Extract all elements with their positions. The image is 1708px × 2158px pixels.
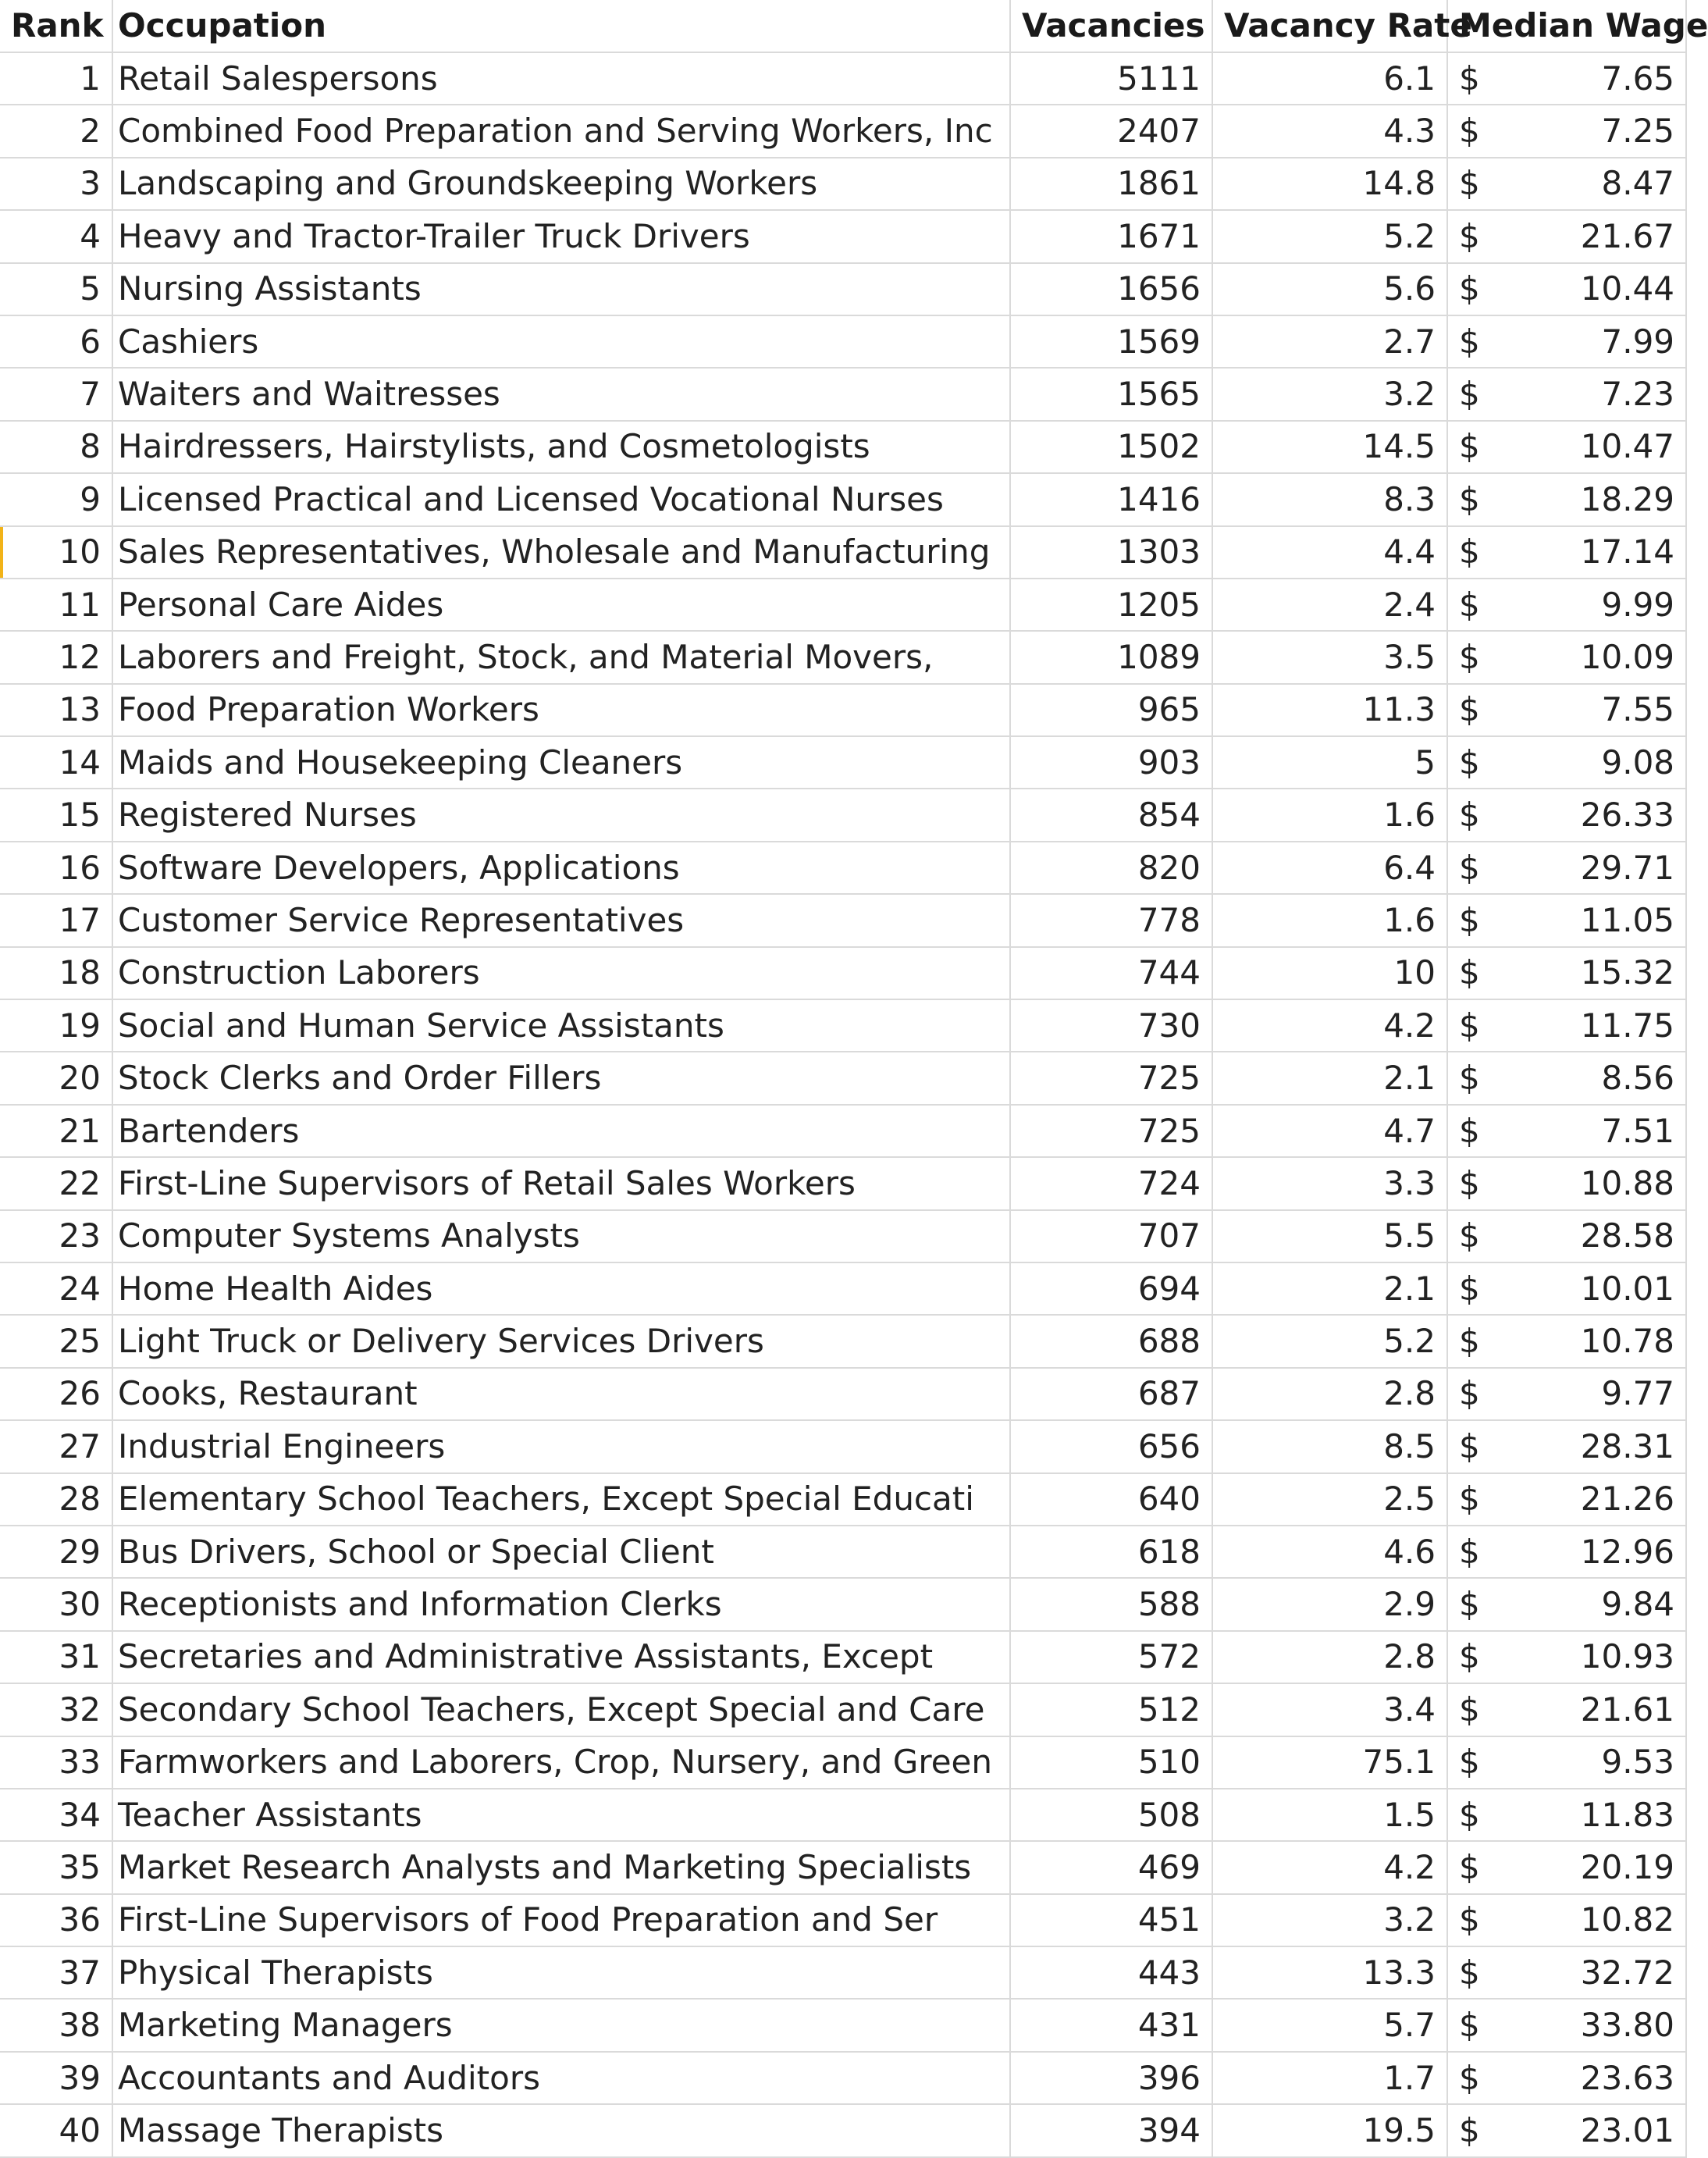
vacancy-rate-cell[interactable]: 6.1 (1212, 52, 1447, 105)
occupation-cell[interactable]: Software Developers, Applications (112, 842, 1010, 894)
currency-symbol-cell[interactable]: $ (1447, 894, 1502, 946)
rank-cell[interactable]: 12 (0, 631, 112, 683)
vacancies-cell[interactable]: 965 (1010, 684, 1212, 736)
median-wage-cell[interactable]: 28.31 (1502, 1420, 1686, 1472)
table-row (0, 1262, 1686, 1315)
vacancy-rate-cell[interactable]: 8.3 (1212, 473, 1447, 525)
vacancy-rate-cell[interactable]: 3.2 (1212, 368, 1447, 420)
vacancy-rate-cell[interactable]: 4.2 (1212, 999, 1447, 1052)
currency-symbol-cell[interactable]: $ (1447, 210, 1502, 262)
rank-cell[interactable]: 25 (0, 1315, 112, 1367)
vacancies-cell[interactable]: 1089 (1010, 631, 1212, 683)
occupation-cell[interactable]: Marketing Managers (112, 1999, 1010, 2051)
rank-cell[interactable]: 2 (0, 105, 112, 157)
currency-symbol-cell[interactable]: $ (1447, 1105, 1502, 1157)
currency-symbol-cell[interactable]: $ (1447, 999, 1502, 1052)
rank-cell[interactable]: 23 (0, 1210, 112, 1262)
currency-symbol-cell[interactable]: $ (1447, 368, 1502, 420)
table-row (0, 1946, 1686, 1999)
median-wage-cell[interactable]: 9.99 (1502, 579, 1686, 631)
occupation-cell[interactable]: Sales Representatives, Wholesale and Manufacturing (112, 526, 1010, 579)
occupation-cell[interactable]: Registered Nurses (112, 789, 1010, 841)
table-row (0, 1473, 1686, 1526)
occupation-cell[interactable]: Farmworkers and Laborers, Crop, Nursery, and Green (112, 1736, 1010, 1789)
median-wage-cell[interactable]: 21.26 (1502, 1473, 1686, 1526)
vacancies-cell[interactable]: 725 (1010, 1052, 1212, 1104)
currency-symbol-cell[interactable]: $ (1447, 1368, 1502, 1420)
currency-symbol-cell[interactable]: $ (1447, 1473, 1502, 1526)
rank-cell[interactable]: 35 (0, 1841, 112, 1893)
median-wage-cell[interactable]: 9.84 (1502, 1578, 1686, 1630)
currency-symbol-cell[interactable]: $ (1447, 1894, 1502, 1946)
occupation-cell[interactable]: Accountants and Auditors (112, 2052, 1010, 2104)
rank-cell[interactable]: 4 (0, 210, 112, 262)
median-wage-cell[interactable]: 26.33 (1502, 789, 1686, 841)
table-row (0, 631, 1686, 683)
table-row (0, 473, 1686, 525)
occupation-cell[interactable]: Cashiers (112, 315, 1010, 368)
vacancy-rate-cell[interactable]: 5.7 (1212, 1999, 1447, 2051)
table-row (0, 1105, 1686, 1157)
vacancy-rate-cell[interactable]: 75.1 (1212, 1736, 1447, 1789)
occupation-cell[interactable]: Customer Service Representatives (112, 894, 1010, 946)
occupation-cell[interactable]: Secondary School Teachers, Except Special and Care (112, 1683, 1010, 1736)
rank-cell[interactable]: 36 (0, 1894, 112, 1946)
median-wage-cell[interactable]: 9.53 (1502, 1736, 1686, 1789)
rank-cell[interactable]: 20 (0, 1052, 112, 1104)
median-wage-cell[interactable]: 28.58 (1502, 1210, 1686, 1262)
vacancy-rate-cell[interactable]: 3.4 (1212, 1683, 1447, 1736)
vacancies-cell[interactable]: 903 (1010, 736, 1212, 789)
occupation-cell[interactable]: First-Line Supervisors of Retail Sales Workers (112, 1157, 1010, 1209)
rank-cell[interactable]: 19 (0, 999, 112, 1052)
occupation-cell[interactable]: Retail Salespersons (112, 52, 1010, 105)
median-wage-cell[interactable]: 8.56 (1502, 1052, 1686, 1104)
table-row (0, 842, 1686, 894)
median-wage-cell[interactable]: 11.75 (1502, 999, 1686, 1052)
currency-symbol-cell[interactable]: $ (1447, 1420, 1502, 1472)
vacancy-rate-cell[interactable]: 4.2 (1212, 1841, 1447, 1893)
median-wage-cell[interactable]: 10.78 (1502, 1315, 1686, 1367)
table-row (0, 894, 1686, 946)
header-vacancies[interactable]: Vacancies (1010, 0, 1212, 52)
rank-cell[interactable]: 27 (0, 1420, 112, 1472)
vacancies-cell[interactable]: 443 (1010, 1946, 1212, 1999)
rank-cell[interactable]: 9 (0, 473, 112, 525)
occupation-cell[interactable]: Light Truck or Delivery Services Drivers (112, 1315, 1010, 1367)
currency-symbol-cell[interactable]: $ (1447, 1052, 1502, 1104)
median-wage-cell[interactable]: 10.09 (1502, 631, 1686, 683)
table-row (0, 105, 1686, 157)
median-wage-cell[interactable]: 10.47 (1502, 421, 1686, 473)
currency-symbol-cell[interactable]: $ (1447, 1946, 1502, 1999)
median-wage-cell[interactable]: 7.55 (1502, 684, 1686, 736)
median-wage-cell[interactable]: 11.05 (1502, 894, 1686, 946)
rank-cell[interactable]: 32 (0, 1683, 112, 1736)
table-row (0, 1631, 1686, 1683)
currency-symbol-cell[interactable]: $ (1447, 1262, 1502, 1315)
rank-cell[interactable]: 6 (0, 315, 112, 368)
table-row (0, 1315, 1686, 1367)
occupation-cell[interactable]: Computer Systems Analysts (112, 1210, 1010, 1262)
currency-symbol-cell[interactable]: $ (1447, 263, 1502, 315)
currency-symbol-cell[interactable]: $ (1447, 421, 1502, 473)
rank-cell[interactable]: 38 (0, 1999, 112, 2051)
table-row (0, 421, 1686, 473)
vacancies-cell[interactable]: 431 (1010, 1999, 1212, 2051)
occupation-cell[interactable]: Maids and Housekeeping Cleaners (112, 736, 1010, 789)
vacancy-rate-cell[interactable]: 4.7 (1212, 1105, 1447, 1157)
currency-symbol-cell[interactable]: $ (1447, 473, 1502, 525)
table-row (0, 158, 1686, 210)
median-wage-cell[interactable]: 9.77 (1502, 1368, 1686, 1420)
rank-cell[interactable]: 13 (0, 684, 112, 736)
currency-symbol-cell[interactable]: $ (1447, 158, 1502, 210)
median-wage-cell[interactable]: 10.44 (1502, 263, 1686, 315)
vacancy-rate-cell[interactable]: 2.5 (1212, 1473, 1447, 1526)
table-row (0, 1052, 1686, 1104)
median-wage-cell[interactable]: 23.63 (1502, 2052, 1686, 2104)
rank-cell[interactable]: 28 (0, 1473, 112, 1526)
table-row (0, 368, 1686, 420)
occupation-cell[interactable]: Waiters and Waitresses (112, 368, 1010, 420)
table-row (0, 2052, 1686, 2104)
vacancies-cell[interactable]: 1205 (1010, 579, 1212, 631)
vacancies-cell[interactable]: 1569 (1010, 315, 1212, 368)
occupation-cell[interactable]: Cooks, Restaurant (112, 1368, 1010, 1420)
vacancy-rate-cell[interactable]: 4.6 (1212, 1526, 1447, 1578)
vacancies-cell[interactable]: 707 (1010, 1210, 1212, 1262)
median-wage-cell[interactable]: 10.01 (1502, 1262, 1686, 1315)
currency-symbol-cell[interactable]: $ (1447, 1841, 1502, 1893)
vacancy-rate-cell[interactable]: 2.1 (1212, 1262, 1447, 1315)
vacancy-rate-cell[interactable]: 3.5 (1212, 631, 1447, 683)
vacancy-rate-cell[interactable]: 2.7 (1212, 315, 1447, 368)
rank-cell[interactable]: 1 (0, 52, 112, 105)
vacancies-cell[interactable]: 820 (1010, 842, 1212, 894)
occupation-cell[interactable]: Food Preparation Workers (112, 684, 1010, 736)
rank-cell[interactable]: 37 (0, 1946, 112, 1999)
header-rank[interactable]: Rank (0, 0, 112, 52)
currency-symbol-cell[interactable]: $ (1447, 1210, 1502, 1262)
table-row (0, 1157, 1686, 1209)
vacancy-rate-cell[interactable]: 1.7 (1212, 2052, 1447, 2104)
vacancy-rate-cell[interactable]: 8.5 (1212, 1420, 1447, 1472)
currency-symbol-cell[interactable]: $ (1447, 1789, 1502, 1841)
occupation-cell[interactable]: Bus Drivers, School or Special Client (112, 1526, 1010, 1578)
vacancies-cell[interactable]: 588 (1010, 1578, 1212, 1630)
currency-symbol-cell[interactable]: $ (1447, 1631, 1502, 1683)
vacancy-rate-cell[interactable]: 5.6 (1212, 263, 1447, 315)
currency-symbol-cell[interactable]: $ (1447, 684, 1502, 736)
rank-cell[interactable]: 10 (0, 526, 112, 579)
currency-symbol-cell[interactable]: $ (1447, 52, 1502, 105)
vacancies-cell[interactable]: 778 (1010, 894, 1212, 946)
vacancy-rate-cell[interactable]: 4.3 (1212, 105, 1447, 157)
currency-symbol-cell[interactable]: $ (1447, 631, 1502, 683)
currency-symbol-cell[interactable]: $ (1447, 736, 1502, 789)
table-row (0, 210, 1686, 262)
currency-symbol-cell[interactable]: $ (1447, 2104, 1502, 2156)
currency-symbol-cell[interactable]: $ (1447, 105, 1502, 157)
rank-cell[interactable]: 31 (0, 1631, 112, 1683)
table-row (0, 1526, 1686, 1578)
vacancy-rate-cell[interactable]: 1.6 (1212, 789, 1447, 841)
vacancy-rate-cell[interactable]: 14.8 (1212, 158, 1447, 210)
occupation-cell[interactable]: First-Line Supervisors of Food Preparation and Ser (112, 1894, 1010, 1946)
header-median-wage[interactable]: Median Wage (1447, 0, 1686, 52)
table-body (0, 52, 1686, 2157)
table-row (0, 1736, 1686, 1789)
vacancies-cell[interactable]: 618 (1010, 1526, 1212, 1578)
median-wage-cell[interactable]: 12.96 (1502, 1526, 1686, 1578)
table-row (0, 2104, 1686, 2156)
rank-cell[interactable]: 11 (0, 579, 112, 631)
table-row (0, 1841, 1686, 1893)
vacancies-cell[interactable]: 2407 (1010, 105, 1212, 157)
occupation-cell[interactable]: Secretaries and Administrative Assistants, Except (112, 1631, 1010, 1683)
occupation-cell[interactable]: Personal Care Aides (112, 579, 1010, 631)
vacancy-rate-cell[interactable]: 2.8 (1212, 1631, 1447, 1683)
occupation-cell[interactable]: Combined Food Preparation and Serving Workers, Inc (112, 105, 1010, 157)
median-wage-cell[interactable]: 7.23 (1502, 368, 1686, 420)
table-row (0, 315, 1686, 368)
rank-cell[interactable]: 8 (0, 421, 112, 473)
currency-symbol-cell[interactable]: $ (1447, 1578, 1502, 1630)
occupation-cell[interactable]: Landscaping and Groundskeeping Workers (112, 158, 1010, 210)
vacancies-cell[interactable]: 724 (1010, 1157, 1212, 1209)
currency-symbol-cell[interactable]: $ (1447, 526, 1502, 579)
occupation-cell[interactable]: Teacher Assistants (112, 1789, 1010, 1841)
vacancies-cell[interactable]: 656 (1010, 1420, 1212, 1472)
vacancy-rate-cell[interactable]: 5.2 (1212, 210, 1447, 262)
vacancies-cell[interactable]: 694 (1010, 1262, 1212, 1315)
vacancies-cell[interactable]: 688 (1010, 1315, 1212, 1367)
vacancies-cell[interactable]: 1861 (1010, 158, 1212, 210)
vacancies-cell[interactable]: 687 (1010, 1368, 1212, 1420)
occupation-cell[interactable]: Massage Therapists (112, 2104, 1010, 2156)
table-row (0, 789, 1686, 841)
vacancy-rate-cell[interactable]: 2.1 (1212, 1052, 1447, 1104)
vacancy-rate-cell[interactable]: 1.6 (1212, 894, 1447, 946)
currency-symbol-cell[interactable]: $ (1447, 1315, 1502, 1367)
vacancies-cell[interactable]: 744 (1010, 947, 1212, 999)
table-row (0, 1420, 1686, 1472)
currency-symbol-cell[interactable]: $ (1447, 842, 1502, 894)
rank-cell[interactable]: 39 (0, 2052, 112, 2104)
vacancy-rate-cell[interactable]: 5.2 (1212, 1315, 1447, 1367)
rank-cell[interactable]: 16 (0, 842, 112, 894)
rank-cell[interactable]: 34 (0, 1789, 112, 1841)
vacancy-rate-cell[interactable]: 3.2 (1212, 1894, 1447, 1946)
vacancy-rate-cell[interactable]: 1.5 (1212, 1789, 1447, 1841)
currency-symbol-cell[interactable]: $ (1447, 579, 1502, 631)
median-wage-cell[interactable]: 10.93 (1502, 1631, 1686, 1683)
vacancies-cell[interactable]: 451 (1010, 1894, 1212, 1946)
vacancy-rate-cell[interactable]: 11.3 (1212, 684, 1447, 736)
occupation-cell[interactable]: Social and Human Service Assistants (112, 999, 1010, 1052)
rank-cell[interactable]: 17 (0, 894, 112, 946)
vacancies-cell[interactable]: 1565 (1010, 368, 1212, 420)
median-wage-cell[interactable]: 8.47 (1502, 158, 1686, 210)
currency-symbol-cell[interactable]: $ (1447, 315, 1502, 368)
table-row (0, 526, 1686, 579)
occupation-cell[interactable]: Physical Therapists (112, 1946, 1010, 1999)
median-wage-cell[interactable]: 32.72 (1502, 1946, 1686, 1999)
table-row (0, 736, 1686, 789)
table-row (0, 1210, 1686, 1262)
rank-cell[interactable]: 30 (0, 1578, 112, 1630)
table-row (0, 1999, 1686, 2051)
occupation-cell[interactable]: Elementary School Teachers, Except Special Educati (112, 1473, 1010, 1526)
vacancy-rate-cell[interactable]: 10 (1212, 947, 1447, 999)
rank-cell[interactable]: 18 (0, 947, 112, 999)
vacancy-rate-cell[interactable]: 13.3 (1212, 1946, 1447, 1999)
median-wage-cell[interactable]: 20.19 (1502, 1841, 1686, 1893)
vacancies-cell[interactable]: 396 (1010, 2052, 1212, 2104)
vacancy-rate-cell[interactable]: 19.5 (1212, 2104, 1447, 2156)
vacancy-rate-cell[interactable]: 5.5 (1212, 1210, 1447, 1262)
median-wage-cell[interactable]: 10.88 (1502, 1157, 1686, 1209)
vacancy-rate-cell[interactable]: 2.4 (1212, 579, 1447, 631)
vacancies-cell[interactable]: 730 (1010, 999, 1212, 1052)
rank-cell[interactable]: 15 (0, 789, 112, 841)
vacancy-rate-cell[interactable]: 6.4 (1212, 842, 1447, 894)
median-wage-cell[interactable]: 7.51 (1502, 1105, 1686, 1157)
rank-cell[interactable]: 14 (0, 736, 112, 789)
median-wage-cell[interactable]: 29.71 (1502, 842, 1686, 894)
header-occupation[interactable]: Occupation (112, 0, 1010, 52)
vacancies-cell[interactable]: 1303 (1010, 526, 1212, 579)
median-wage-cell[interactable]: 18.29 (1502, 473, 1686, 525)
currency-symbol-cell[interactable]: $ (1447, 1157, 1502, 1209)
vacancies-cell[interactable]: 469 (1010, 1841, 1212, 1893)
vacancy-rate-cell[interactable]: 4.4 (1212, 526, 1447, 579)
median-wage-cell[interactable]: 7.99 (1502, 315, 1686, 368)
median-wage-cell[interactable]: 10.82 (1502, 1894, 1686, 1946)
rank-cell[interactable]: 40 (0, 2104, 112, 2156)
table-row (0, 1789, 1686, 1841)
table-row (0, 579, 1686, 631)
vacancies-cell[interactable]: 508 (1010, 1789, 1212, 1841)
occupation-cell[interactable]: Laborers and Freight, Stock, and Material Movers, (112, 631, 1010, 683)
vacancy-rate-cell[interactable]: 14.5 (1212, 421, 1447, 473)
currency-symbol-cell[interactable]: $ (1447, 947, 1502, 999)
table-row (0, 947, 1686, 999)
table-row (0, 1894, 1686, 1946)
occupation-cell[interactable]: Receptionists and Information Clerks (112, 1578, 1010, 1630)
vacancy-rate-cell[interactable]: 5 (1212, 736, 1447, 789)
rank-cell[interactable]: 3 (0, 158, 112, 210)
table-row (0, 999, 1686, 1052)
rank-cell[interactable]: 21 (0, 1105, 112, 1157)
vacancies-cell[interactable]: 1416 (1010, 473, 1212, 525)
occupation-cell[interactable]: Licensed Practical and Licensed Vocational Nurses (112, 473, 1010, 525)
vacancies-cell[interactable]: 394 (1010, 2104, 1212, 2156)
rank-cell[interactable]: 22 (0, 1157, 112, 1209)
rank-cell[interactable]: 24 (0, 1262, 112, 1315)
table-row (0, 263, 1686, 315)
vacancies-cell[interactable]: 5111 (1010, 52, 1212, 105)
occupation-cell[interactable]: Construction Laborers (112, 947, 1010, 999)
vacancies-cell[interactable]: 510 (1010, 1736, 1212, 1789)
rank-cell[interactable]: 29 (0, 1526, 112, 1578)
table-row (0, 1578, 1686, 1630)
currency-symbol-cell[interactable]: $ (1447, 789, 1502, 841)
occupation-cell[interactable]: Market Research Analysts and Marketing Specialists (112, 1841, 1010, 1893)
currency-symbol-cell[interactable]: $ (1447, 1999, 1502, 2051)
header-vacancy-rate[interactable]: Vacancy Rate (1212, 0, 1447, 52)
occupation-cell[interactable]: Heavy and Tractor-Trailer Truck Drivers (112, 210, 1010, 262)
median-wage-cell[interactable]: 11.83 (1502, 1789, 1686, 1841)
vacancies-cell[interactable]: 640 (1010, 1473, 1212, 1526)
rank-cell[interactable]: 26 (0, 1368, 112, 1420)
median-wage-cell[interactable]: 21.67 (1502, 210, 1686, 262)
vacancies-cell[interactable]: 1671 (1010, 210, 1212, 262)
rank-cell[interactable]: 7 (0, 368, 112, 420)
vacancies-cell[interactable]: 725 (1010, 1105, 1212, 1157)
vacancy-rate-cell[interactable]: 2.9 (1212, 1578, 1447, 1630)
vacancies-cell[interactable]: 572 (1010, 1631, 1212, 1683)
occupation-cell[interactable]: Bartenders (112, 1105, 1010, 1157)
currency-symbol-cell[interactable]: $ (1447, 1736, 1502, 1789)
median-wage-cell[interactable]: 21.61 (1502, 1683, 1686, 1736)
vacancies-cell[interactable]: 512 (1010, 1683, 1212, 1736)
header-row (0, 0, 1686, 52)
median-wage-cell[interactable]: 33.80 (1502, 1999, 1686, 2051)
table-row (0, 684, 1686, 736)
occupation-cell[interactable]: Stock Clerks and Order Fillers (112, 1052, 1010, 1104)
vacancies-cell[interactable]: 854 (1010, 789, 1212, 841)
median-wage-cell[interactable]: 23.01 (1502, 2104, 1686, 2156)
vacancy-rate-cell[interactable]: 2.8 (1212, 1368, 1447, 1420)
vacancies-cell[interactable]: 1656 (1010, 263, 1212, 315)
table-row (0, 1368, 1686, 1420)
median-wage-cell[interactable]: 17.14 (1502, 526, 1686, 579)
median-wage-cell[interactable]: 9.08 (1502, 736, 1686, 789)
median-wage-cell[interactable]: 15.32 (1502, 947, 1686, 999)
table-row (0, 52, 1686, 105)
occupation-cell[interactable]: Industrial Engineers (112, 1420, 1010, 1472)
occupation-cell[interactable]: Hairdressers, Hairstylists, and Cosmetologists (112, 421, 1010, 473)
table-row (0, 1683, 1686, 1736)
vacancies-cell[interactable]: 1502 (1010, 421, 1212, 473)
vacancy-rate-cell[interactable]: 3.3 (1212, 1157, 1447, 1209)
median-wage-cell[interactable]: 7.65 (1502, 52, 1686, 105)
median-wage-cell[interactable]: 7.25 (1502, 105, 1686, 157)
rank-cell[interactable]: 5 (0, 263, 112, 315)
occupation-cell[interactable]: Nursing Assistants (112, 263, 1010, 315)
currency-symbol-cell[interactable]: $ (1447, 1526, 1502, 1578)
currency-symbol-cell[interactable]: $ (1447, 1683, 1502, 1736)
currency-symbol-cell[interactable]: $ (1447, 2052, 1502, 2104)
rank-cell[interactable]: 33 (0, 1736, 112, 1789)
occupation-cell[interactable]: Home Health Aides (112, 1262, 1010, 1315)
